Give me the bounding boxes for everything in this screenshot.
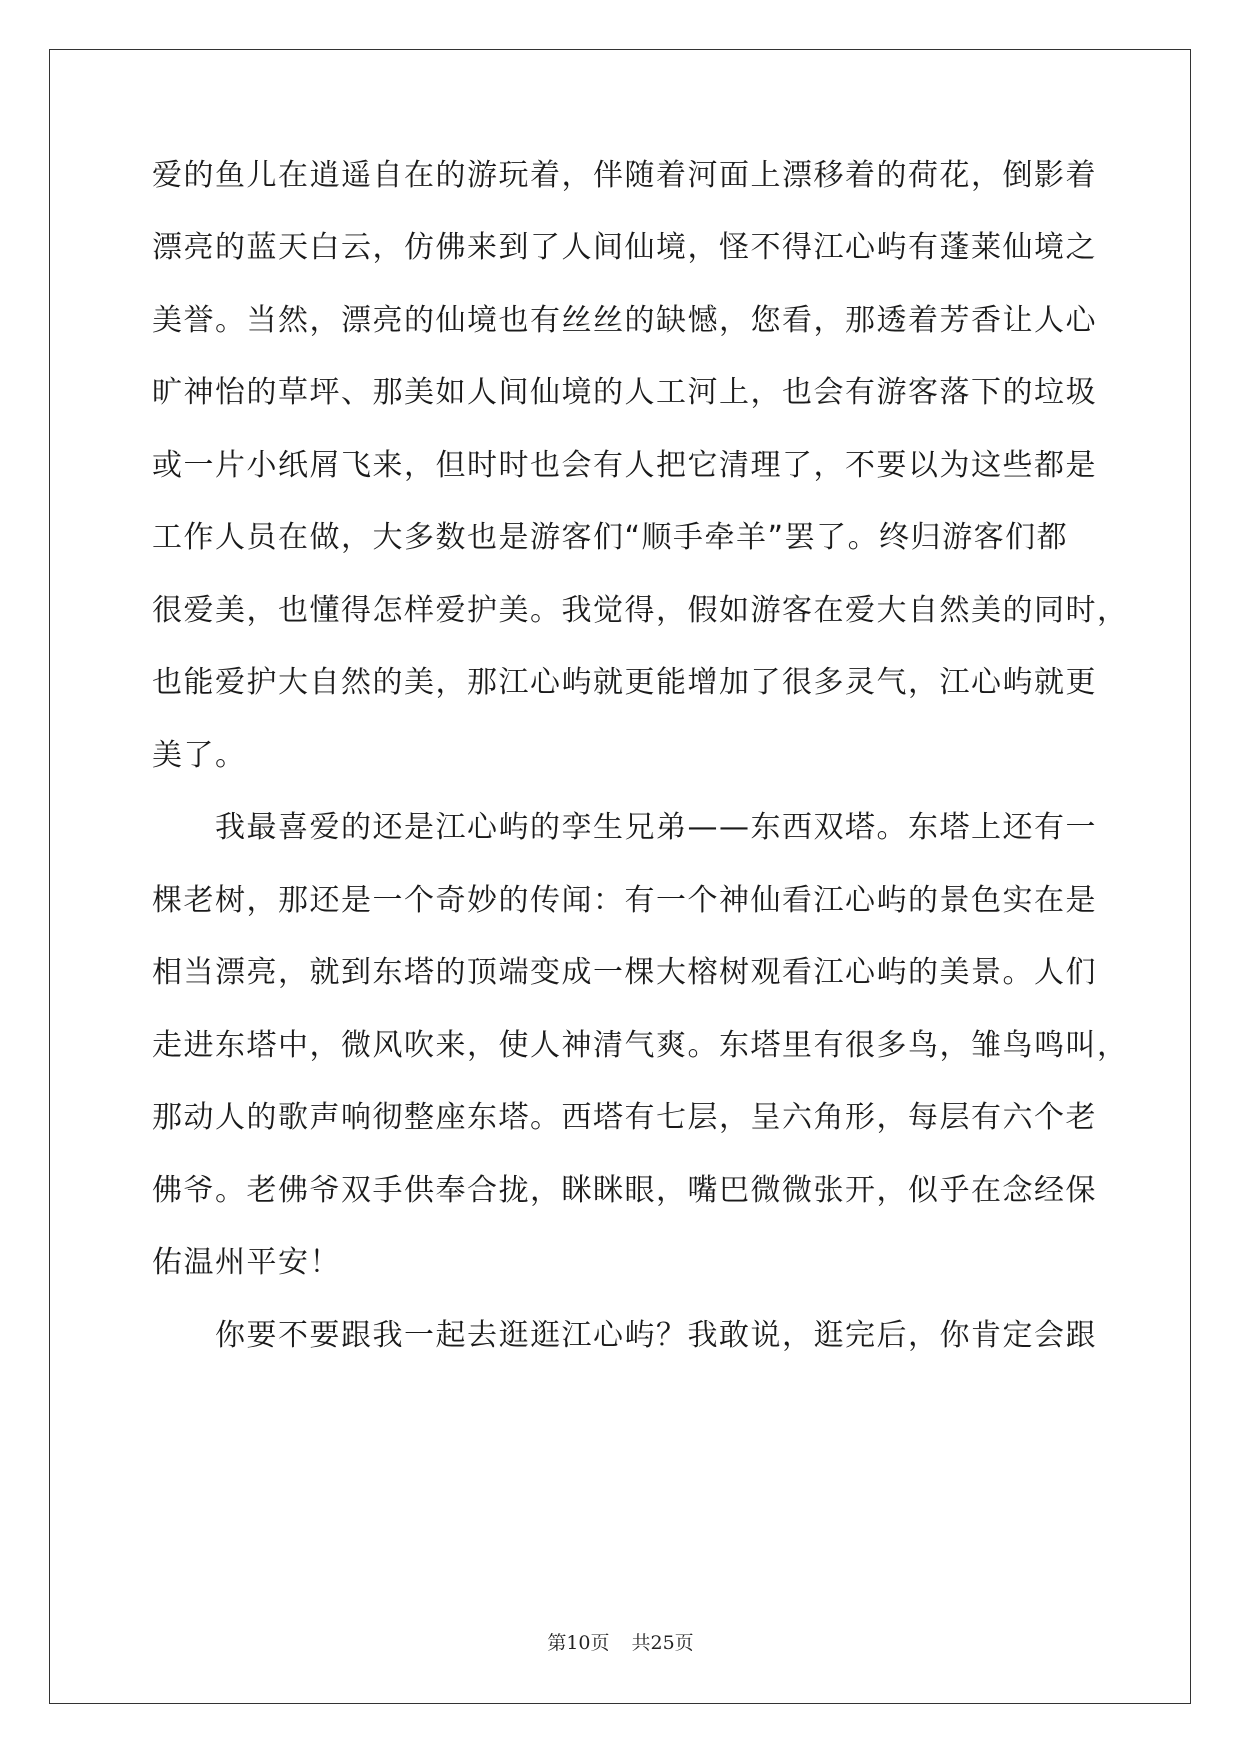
text-line: 走进东塔中，微风吹来，使人神清气爽。东塔里有很多鸟，雏鸟鸣叫， <box>152 1028 1129 1063</box>
text-line: 漂亮的蓝天白云，仿佛来到了人间仙境，怪不得江心屿有蓬莱仙境之 <box>152 230 1097 265</box>
text-line: 那动人的歌声响彻整座东塔。西塔有七层，呈六角形，每层有六个老 <box>152 1100 1097 1135</box>
page-number: 第10页 <box>547 1632 610 1654</box>
text-line: 相当漂亮，就到东塔的顶端变成一棵大榕树观看江心屿的美景。人们 <box>152 955 1097 990</box>
text-line: 很爱美，也懂得怎样爱护美。我觉得，假如游客在爱大自然美的同时， <box>152 593 1129 628</box>
text-line: 工作人员在做，大多数也是游客们“顺手牵羊”罢了。终归游客们都 <box>152 520 1069 555</box>
text-line: 美誉。当然，漂亮的仙境也有丝丝的缺憾，您看，那透着芳香让人心 <box>152 303 1097 338</box>
page-footer <box>0 1628 1241 1655</box>
text-line: 佛爷。老佛爷双手供奉合拢，眯眯眼，嘴巴微微张开，似乎在念经保 <box>152 1173 1097 1208</box>
text-line: 爱的鱼儿在逍遥自在的游玩着，伴随着河面上漂移着的荷花，倒影着 <box>152 158 1097 193</box>
text-line: 棵老树，那还是一个奇妙的传闻：有一个神仙看江心屿的景色实在是 <box>152 883 1097 918</box>
text-line: 也能爱护大自然的美，那江心屿就更能增加了很多灵气，江心屿就更 <box>152 665 1097 700</box>
text-line: 美了。 <box>152 738 247 773</box>
text-line: 旷神怡的草坪、那美如人间仙境的人工河上，也会有游客落下的垃圾 <box>152 375 1097 410</box>
page-total: 共25页 <box>631 1632 694 1654</box>
page-border <box>49 49 1191 1704</box>
text-line: 我最喜爱的还是江心屿的孪生兄弟——东西双塔。东塔上还有一 <box>152 810 1097 845</box>
text-line: 或一片小纸屑飞来，但时时也会有人把它清理了，不要以为这些都是 <box>152 448 1097 483</box>
text-line: 你要不要跟我一起去逛逛江心屿？我敢说，逛完后，你肯定会跟 <box>152 1318 1097 1353</box>
text-line: 佑温州平安！ <box>152 1245 341 1280</box>
